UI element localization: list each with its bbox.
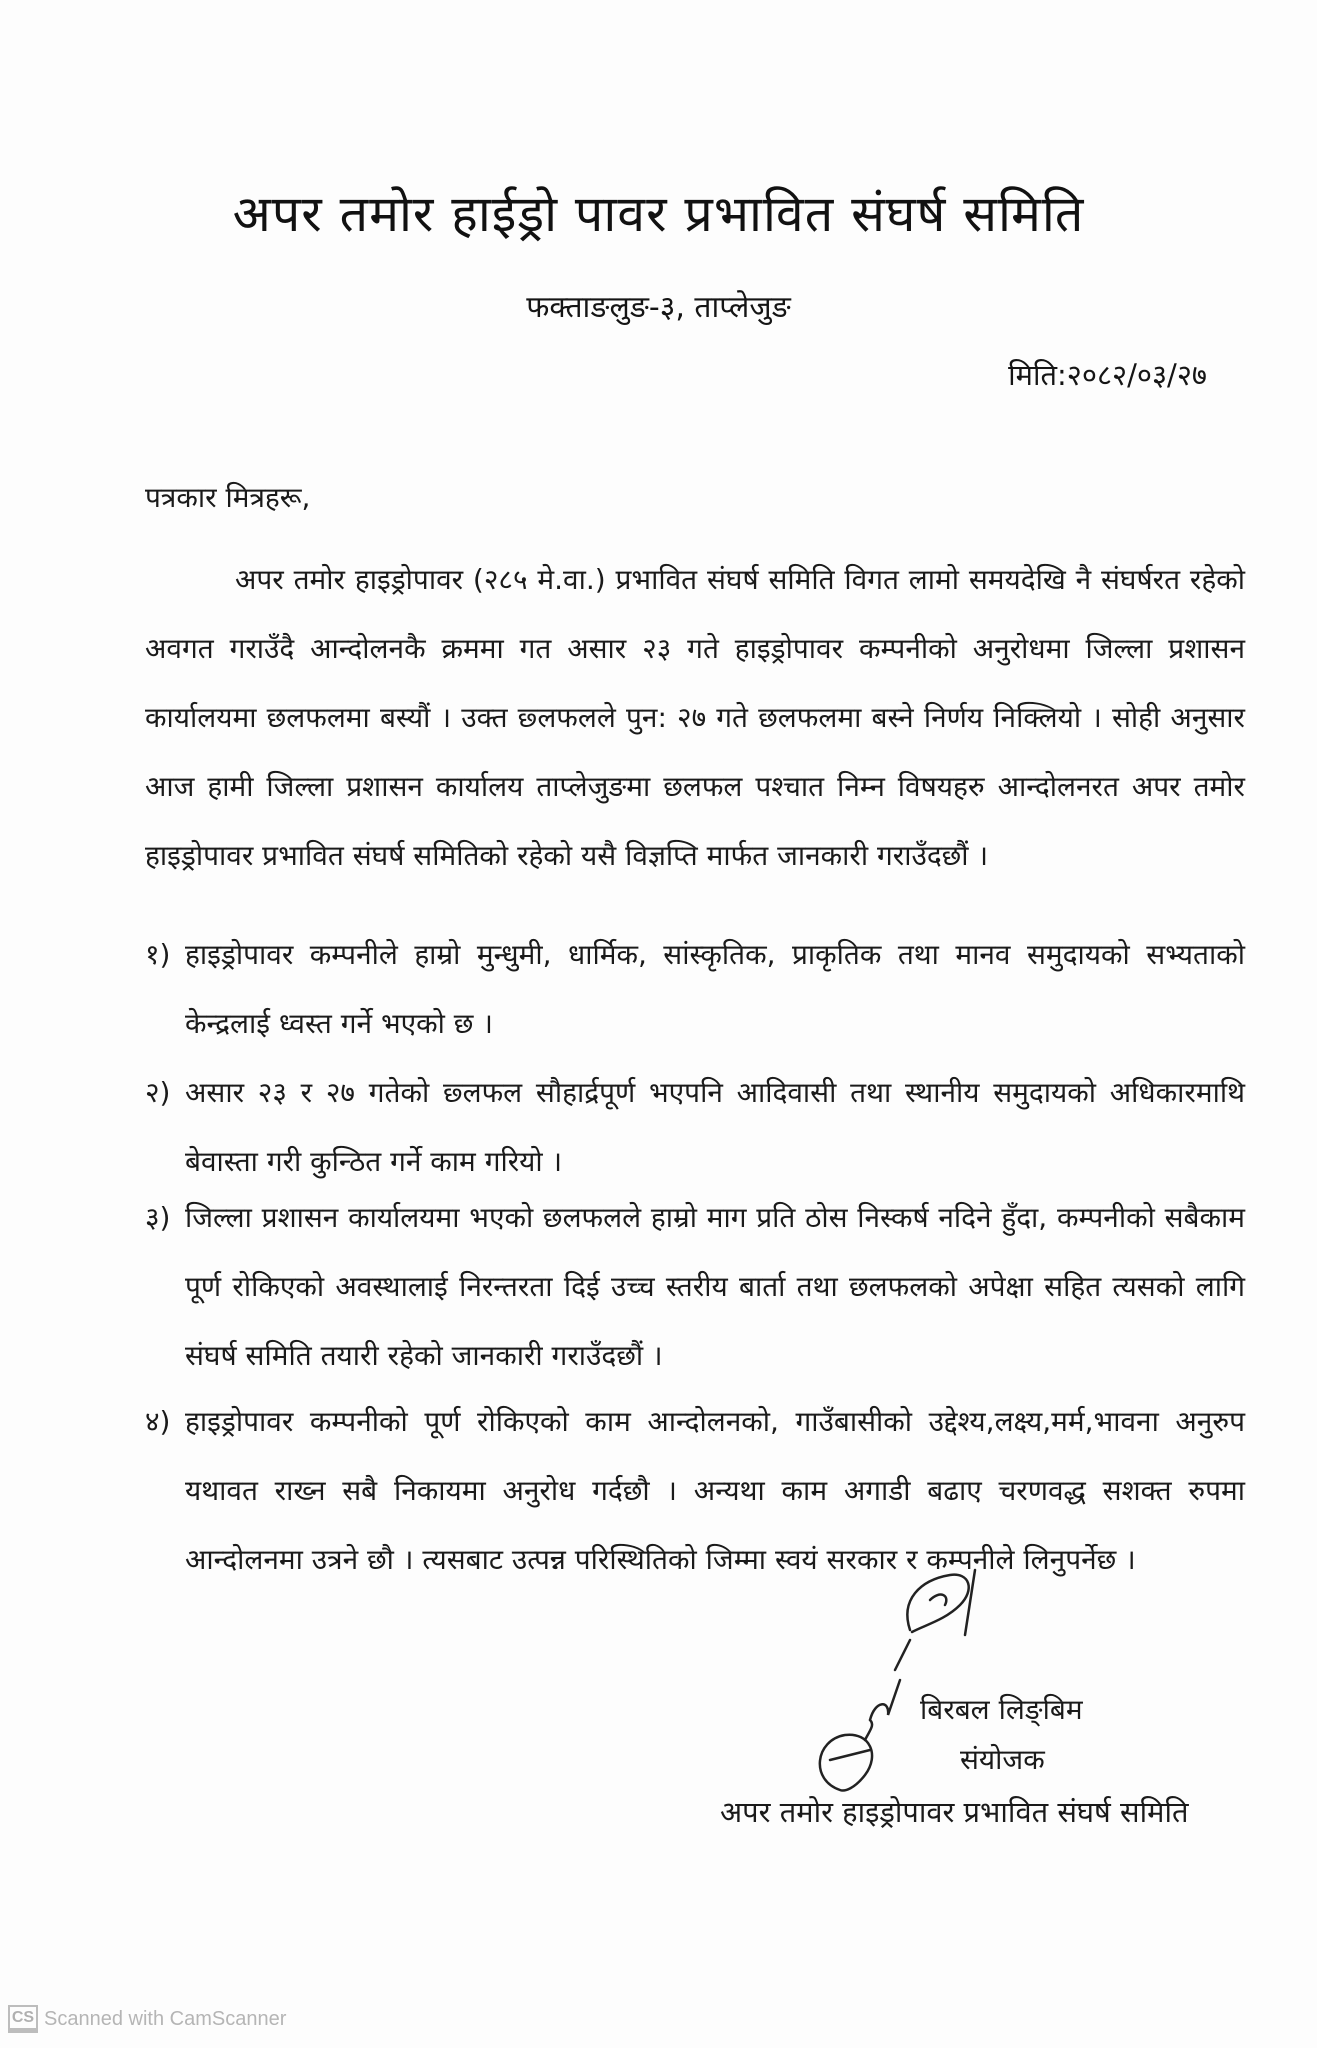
list-item: [145, 1387, 1245, 1594]
list-item-text: जिल्ला प्रशासन कार्यालयमा भएको छलफलले हाम्रो माग प्रति ठोस निस्कर्ष नदिने हुँदा, कम्पनीको सबैकाम पूर्ण रोकिएको अवस्थालाई निरन्तरता दिई उच्च स्तरीय बार्ता तथा छलफलको अपेक्षा सहित त्यसको लागि संघर्ष समिति तयारी रहेको जानकारी गराउँदछौं ।: [185, 1201, 1245, 1372]
signatory-name: बिरबल लिङ्बिम: [920, 1693, 1083, 1726]
document-title: अपर तमोर हाईड्रो पावर प्रभावित संघर्ष समिति: [232, 185, 1085, 243]
document-date: मिति:२०८२/०३/२७: [1008, 358, 1207, 392]
signatory-role: संयोजक: [960, 1743, 1045, 1776]
camscanner-logo-icon: CS: [8, 2005, 38, 2033]
watermark-label: Scanned with CamScanner: [44, 2007, 287, 2030]
document-address: फक्ताङलुङ-३, ताप्लेजुङ: [526, 290, 791, 325]
list-item-number: ३): [145, 1201, 171, 1234]
list-item-text: असार २३ र २७ गतेको छ्लफल सौहार्द्रपूर्ण भएपनि आदिवासी तथा स्थानीय समुदायको अधिकारमाथि बेवास्ता गरी कुन्ठित गर्ने काम गरियो ।: [185, 1076, 1245, 1178]
list-item: [145, 1183, 1245, 1390]
list-item-text: हाइड्रोपावर कम्पनीले हाम्रो मुन्धुमी, धार्मिक, सांस्कृतिक, प्राकृतिक तथा मानव समुदायको सभ्यताको केन्द्रलाई ध्वस्त गर्ने भएको छ ।: [185, 938, 1245, 1040]
salutation: पत्रकार मित्रहरू,: [145, 481, 311, 514]
list-item-number: २): [145, 1076, 171, 1109]
intro-paragraph: अपर तमोर हाइड्रोपावर (२८५ मे.वा.) प्रभावित संघर्ष समिति विगत लामो समयदेखि नै संघर्षरत रहेको अवगत गराउँदै आन्दोलनकै क्रममा गत असार २३ गते हाइड्रोपावर कम्पनीको अनुरोधमा जिल्ला प्रशासन कार्यालयमा छलफलमा बस्यौं । उक्त छ्लफलले पुन: २७ गते छलफलमा बस्ने निर्णय निक्लियो । सोही अनुसार आज हामी जिल्ला प्रशासन कार्यालय ताप्लेजुङमा छलफल पश्चात निम्न विषयहरु आन्दोलनरत अपर तमोर हाइड्रोपावर प्रभावित संघर्ष समितिको रहेको यसै विज्ञप्ति मार्फत जानकारी गराउँदछौं ।: [145, 563, 1245, 872]
list-item-number: १): [145, 938, 171, 971]
list-item: [145, 1058, 1245, 1196]
list-item: [145, 920, 1245, 1058]
camscanner-watermark: [8, 2005, 286, 2033]
list-item-text: हाइड्रोपावर कम्पनीको पूर्ण रोकिएको काम आन्दोलनको, गाउँबासीको उद्देश्य,लक्ष्य,मर्म,भावना अनुरुप यथावत राख्न सबै निकायमा अनुरोध गर्दछौ । अन्यथा काम अगाडी बढाए चरणवद्ध सशक्त रुपमा आन्दोलनमा उत्रने छौ । त्यसबाट उत्पन्न परिस्थितिको जिम्मा स्वयं सरकार र कम्पनीले लिनुपर्नेछ ।: [185, 1405, 1245, 1576]
signatory-organization: अपर तमोर हाइड्रोपावर प्रभावित संघर्ष समिति: [720, 1795, 1189, 1829]
list-item-number: ४): [145, 1405, 171, 1438]
